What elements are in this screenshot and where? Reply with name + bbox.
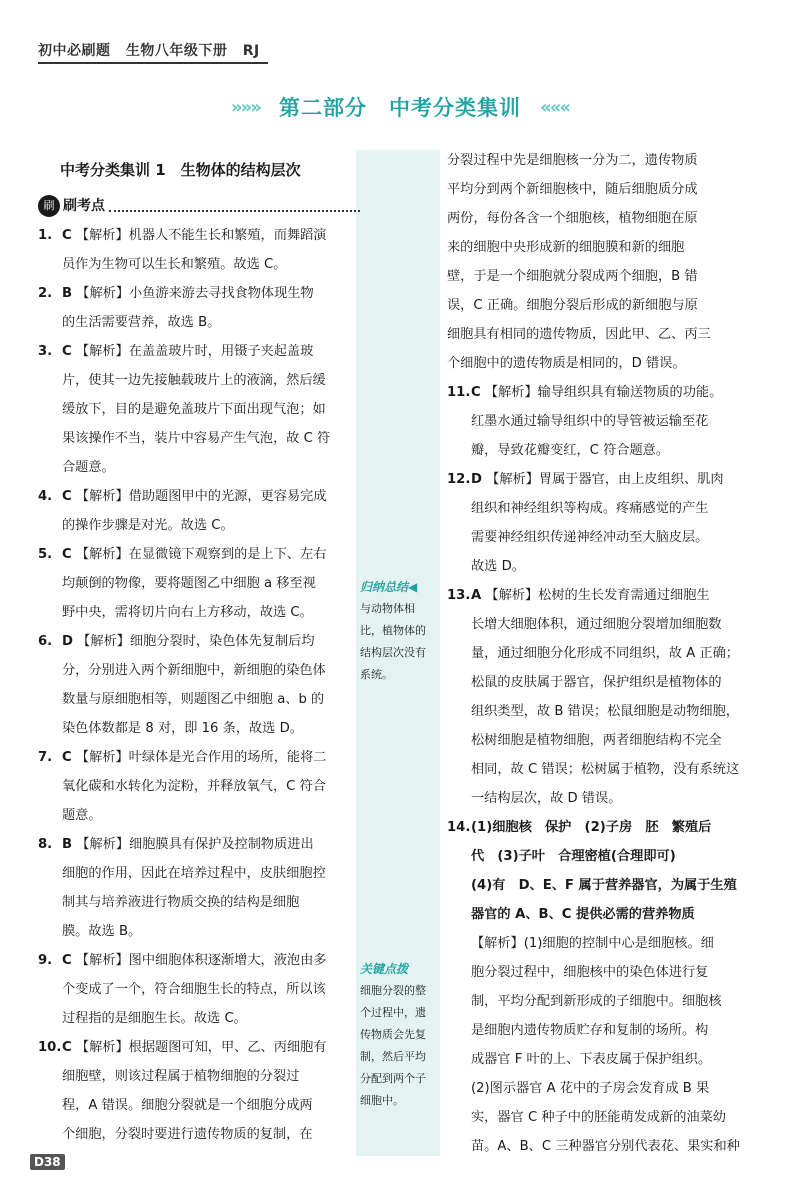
answer-item [38,743,360,830]
text-line: 膜。故选 B。 [62,924,142,939]
text-line: 苗。A、B、C 三种器官分别代表花、果实和种 [471,1139,740,1154]
text-line: 题意。 [62,808,102,823]
text-line: 组织和神经组织等构成。疼痛感觉的产生 [471,501,709,516]
text-line: 传物质会先复 [360,1028,426,1041]
answer-item [447,581,769,813]
text-line: 壁，于是一个细胞就分裂成两个细胞，B 错 [447,269,698,284]
text-line: 分裂过程中先是细胞核一分为二，遗传物质 [447,153,698,168]
explanation-text: 【解析】细胞分裂时，染色体先复制后均 [77,634,315,649]
text-line [471,378,769,407]
item-number: 3. [38,344,53,359]
text-line: 程，A 错误。细胞分裂就是一个细胞分成两 [62,1098,313,1113]
text-line: 制，平均分配到新形成的子细胞中。细胞核 [471,994,722,1009]
explanation-text: 【解析】叶绿体是光合作用的场所，能将二 [75,750,327,765]
text-line: 是细胞内遗传物质贮存和复制的场所。构 [471,1023,709,1038]
text-line: 制，然后平均 [360,1050,426,1063]
kaodian-label: 刷考点 [63,197,105,214]
text-line: 分配到两个子 [360,1072,426,1085]
text-line: 实，器官 C 种子中的胚能萌发成新的油菜幼 [471,1110,726,1125]
item-number: 13. [447,588,471,603]
text-line: 细胞中。 [360,1094,404,1107]
text-line: 组织类型，故 B 错误；松鼠细胞是动物细胞， [471,704,739,719]
right-column [447,146,769,1161]
text-line: 松鼠的皮肤属于器官，保护组织是植物体的 [471,675,722,690]
answer-letter: C [62,489,72,504]
dotted-divider [109,200,360,212]
item-number: 11. [447,385,471,400]
text-line [62,946,360,975]
item14-answers [471,813,769,929]
answer-letter: A [471,588,482,603]
text-line: 【解析】(1)细胞的控制中心是细胞核。细 [471,936,714,951]
text-line [62,743,360,772]
text-line: 平均分到两个新细胞核中，随后细胞质分成 [447,182,698,197]
text-line: 来的细胞中央形成新的细胞膜和新的细胞 [447,240,685,255]
text-line: 细胞壁，则该过程属于植物细胞的分裂过 [62,1069,300,1084]
header-rule [38,62,268,64]
text-line: 与动物体相 [360,602,415,615]
text-line: 系统。 [360,668,393,681]
answer-item [38,482,360,540]
continuation-block [447,146,769,378]
explanation-text: 【解析】细胞膜具有保护及控制物质进出 [76,837,314,852]
text-line: 故选 D。 [471,559,525,574]
explanation-text: 【解析】机器人不能生长和繁殖，而舞蹈演 [75,228,327,243]
section-title: 中考分类集训 1 生物体的结构层次 [60,161,301,179]
answer-letter: C [62,547,72,562]
text-line [62,1033,360,1062]
explanation-text: 【解析】在显微镜下观察到的是上下、左右 [75,547,327,562]
answer-item [38,337,360,482]
note-key-point [360,958,440,1112]
text-line: 制其与培养液进行物质交换的结构是细胞 [62,895,300,910]
book-name: 生物八年级下册 [125,43,228,59]
answer-letter: C [471,385,481,400]
text-line: 胞分裂过程中，细胞核中的染色体进行复 [471,965,709,980]
text-line: 均颠倒的物像，要将题图乙中细胞 a 移至视 [62,576,316,591]
page-footer [30,1151,65,1170]
text-line: 个过程中，遗 [360,1006,426,1019]
text-line: 器官的 A、B、C 提供必需的营养物质 [471,907,695,922]
left-column [38,156,360,1149]
text-line [62,279,360,308]
answer-letter: D [62,634,73,649]
item-number: 9. [38,953,53,968]
right-items [447,378,769,813]
text-line: 合题意。 [62,460,115,475]
text-line: 过程指的是细胞生长。故选 C。 [62,1011,247,1026]
explanation-text: 【解析】图中细胞体积逐渐增大，液泡由多 [75,953,327,968]
text-line: 野中央，需将切片向右上方移动，故选 C。 [62,605,313,620]
item-number: 10. [38,1040,62,1055]
text-line: 的操作步骤是对光。故选 C。 [62,518,234,533]
page-number: D38 [30,1154,65,1170]
explanation-text: 【解析】根据题图可知，甲、乙、丙细胞有 [75,1040,327,1055]
text-line: 比，植物体的 [360,624,426,637]
answer-item [38,830,360,946]
text-line: 长增大细胞体积，通过细胞分裂增加细胞数 [471,617,722,632]
item-number: 4. [38,489,53,504]
item-number: 12. [447,472,471,487]
left-items [38,221,360,1149]
text-line: 结构层次没有 [360,646,426,659]
kaodian-heading [38,193,360,219]
text-line: 代 (3)子叶 合理密植(合理即可) [471,849,676,864]
text-line: 两份，每份各含一个细胞核，植物细胞在原 [447,211,698,226]
part-title: 第二部分 中考分类集训 [279,96,521,120]
text-line: 个细胞中的遗传物质是相同的，D 错误。 [447,356,686,371]
text-line: 量，通过细胞分化形成不同组织，故 A 正确； [471,646,739,661]
text-line: (4)有 D、E、F 属于营养器官，为属于生殖 [471,878,737,893]
text-line: 的生活需要营养，故选 B。 [62,315,221,330]
text-line: 染色体数都是 8 对，即 16 条，故选 D。 [62,721,303,736]
text-line: 细胞具有相同的遗传物质，因此甲、乙、丙三 [447,327,711,342]
text-line [471,581,769,610]
answer-item-14 [447,813,769,1161]
note-body [360,598,440,686]
answer-item [38,279,360,337]
explanation-text: 【解析】松树的生长发育需通过细胞生 [485,588,710,603]
brush-icon: 刷 [38,195,60,217]
answer-letter: C [62,228,72,243]
answer-letter: D [471,472,482,487]
text-line: 一结构层次，故 D 错误。 [471,791,622,806]
text-line [62,221,360,250]
text-line: 数量与原细胞相等，则题图乙中细胞 a、b 的 [62,692,325,707]
text-line: 细胞分裂的整 [360,984,426,997]
answer-item [38,946,360,1033]
edition: RJ [242,43,260,59]
note-summary [360,576,440,686]
answer-item [38,1033,360,1149]
answer-letter: B [62,837,73,852]
answer-item [447,378,769,465]
explanation-text: 【解析】借助题图甲中的光源，更容易完成 [75,489,327,504]
answer-item [447,465,769,581]
text-line: 果该操作不当，装片中容易产生气泡，故 C 符 [62,431,331,446]
text-line: 个变成了一个，符合细胞生长的特点，所以该 [62,982,326,997]
item-number: 6. [38,634,53,649]
text-line: 相同，故 C 错误；松树属于植物，没有系统这 [471,762,740,777]
text-line [62,482,360,511]
series-name: 初中必刷题 [38,43,111,59]
text-line: 瓣，导致花瓣变红，C 符合题意。 [471,443,670,458]
explanation-text: 【解析】输导组织具有输送物质的功能。 [484,385,723,400]
text-line: (1)细胞核 保护 (2)子房 胚 繁殖后 [471,820,712,835]
answer-item [38,221,360,279]
item-number: 5. [38,547,53,562]
text-line: 片，使其一边先接触载玻片上的液滴，然后缓 [62,373,326,388]
text-line: 需要神经组织传递神经冲动至大脑皮层。 [471,530,709,545]
part-title-bar [0,92,800,124]
answer-item [38,627,360,743]
running-header [38,40,270,60]
text-line [62,830,360,859]
chevron-right-icon: »»» [231,96,260,118]
text-line: 分，分别进入两个新细胞中，新细胞的染色体 [62,663,326,678]
item-number: 7. [38,750,53,765]
note-title: 关键点拨 [360,962,409,976]
text-line: (2)图示器官 A 花中的子房会发育成 B 果 [471,1081,710,1096]
answer-letter: C [62,1040,72,1055]
item14-explanation [471,929,769,1161]
text-line: 红墨水通过输导组织中的导管被运输至花 [471,414,709,429]
text-line: 松树细胞是植物细胞，两者细胞结构不完全 [471,733,722,748]
explanation-text: 【解析】在盖盖玻片时，用镊子夹起盖玻 [75,344,314,359]
text-line: 成器官 F 叶的上、下表皮属于保护组织。 [471,1052,712,1067]
explanation-text: 【解析】胃属于器官，由上皮组织、肌肉 [486,472,724,487]
answer-letter: B [62,286,73,301]
text-line: 细胞的作用，因此在培养过程中，皮肤细胞控 [62,866,326,881]
text-line: 误，C 正确。细胞分裂后形成的新细胞与原 [447,298,698,313]
answer-letter: C [62,750,72,765]
answer-item [38,540,360,627]
note-body [360,980,440,1112]
explanation-text: 【解析】小鱼游来游去寻找食物体现生物 [76,286,314,301]
text-line: 缓放下，目的是避免盖玻片下面出现气泡；如 [62,402,326,417]
item-number: 1. [38,228,53,243]
text-line [62,337,360,366]
answer-letter: C [62,344,72,359]
answer-letter: C [62,953,72,968]
item-number: 2. [38,286,53,301]
text-line [62,627,360,656]
chevron-left-icon: ««« [540,96,569,118]
text-line: 氧化碳和水转化为淀粉，并释放氧气，C 符合 [62,779,326,794]
item-number: 14. [447,820,471,835]
text-line: 员作为生物可以生长和繁殖。故选 C。 [62,257,287,272]
text-line [62,540,360,569]
text-line [471,465,769,494]
item-number: 8. [38,837,53,852]
text-line: 个细胞，分裂时要进行遗传物质的复制，在 [62,1127,313,1142]
note-title: 归纳总结◀ [360,580,418,594]
